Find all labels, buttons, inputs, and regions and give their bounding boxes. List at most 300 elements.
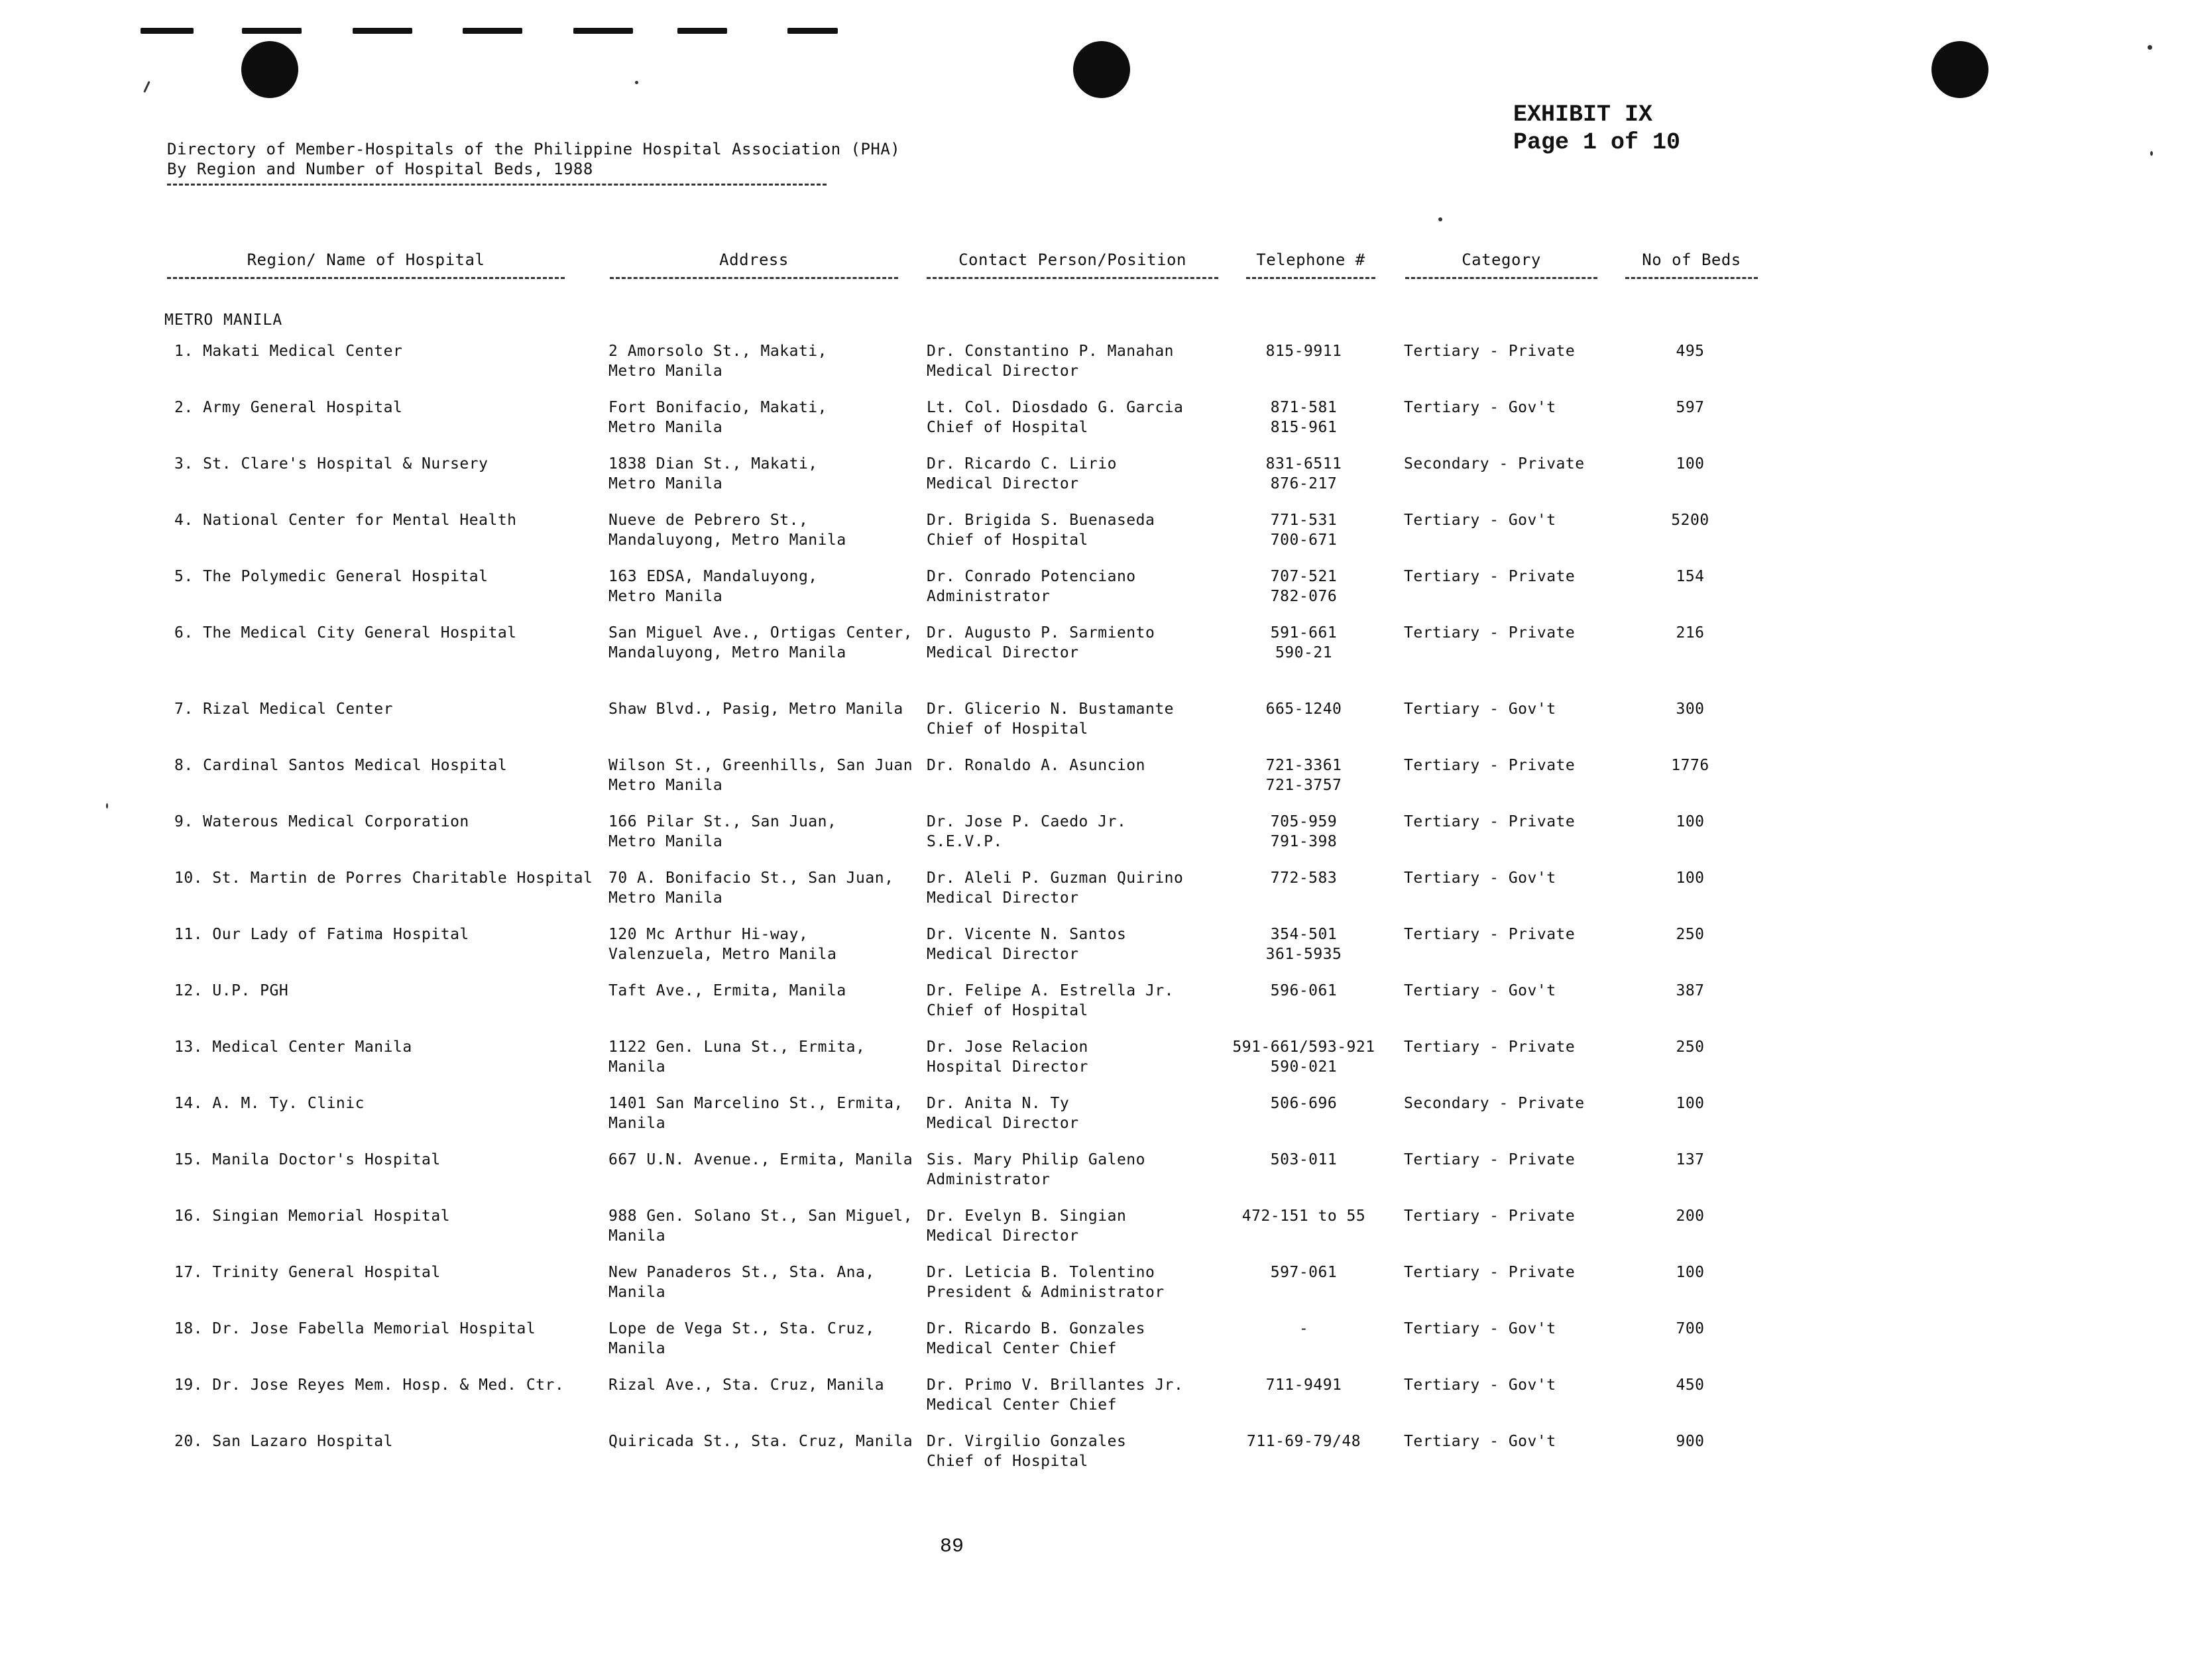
- row-number: 7.: [174, 700, 194, 718]
- punch-hole: [1073, 41, 1130, 98]
- address-cell: [608, 924, 836, 964]
- address-line-1: Taft Ave., Ermita, Manila: [608, 982, 846, 999]
- contact-position: Medical Director: [927, 946, 1079, 963]
- contact-cell: [927, 1150, 1145, 1190]
- telephone-cell: [1228, 1093, 1380, 1113]
- row-number: 16.: [174, 1207, 203, 1225]
- punch-hole: [241, 41, 298, 98]
- contact-position: Medical Director: [927, 363, 1079, 380]
- address-cell: [608, 812, 836, 852]
- hospital-name: Cardinal Santos Medical Hospital: [203, 757, 508, 774]
- table-row: [0, 341, 2186, 394]
- table-row: [0, 1375, 2186, 1428]
- address-cell: [608, 567, 818, 606]
- hospital-name-cell: [174, 1037, 412, 1057]
- contact-cell: [927, 1375, 1183, 1415]
- telephone-1: 705-959: [1270, 813, 1338, 830]
- telephone-2: 815-961: [1270, 419, 1338, 436]
- telephone-1: 772-583: [1270, 869, 1338, 887]
- address-line-1: New Panaderos St., Sta. Ana,: [608, 1264, 875, 1281]
- telephone-cell: [1228, 510, 1380, 550]
- address-line-2: Metro Manila: [608, 475, 723, 492]
- table-row: [0, 1206, 2186, 1259]
- contact-position: Medical Director: [927, 889, 1079, 907]
- address-cell: [608, 1375, 884, 1395]
- address-line-2: Manila: [608, 1227, 666, 1245]
- hospital-name: A. M. Ty. Clinic: [212, 1095, 365, 1112]
- contact-person: Dr. Jose Relacion: [927, 1038, 1088, 1056]
- contact-person: Dr. Ronaldo A. Asuncion: [927, 757, 1145, 774]
- row-number: 10.: [174, 869, 203, 887]
- address-cell: [608, 1431, 913, 1451]
- address-line-2: Metro Manila: [608, 833, 723, 850]
- address-line-2: Manila: [608, 1340, 666, 1357]
- beds-cell: 100: [1676, 455, 1705, 473]
- row-number: 5.: [174, 568, 194, 585]
- contact-cell: [927, 510, 1155, 550]
- contact-cell: [927, 981, 1174, 1021]
- telephone-1: 591-661/593-921: [1232, 1038, 1375, 1056]
- scan-speck: [143, 81, 150, 93]
- address-cell: [608, 1037, 865, 1077]
- column-underline: [1405, 277, 1597, 279]
- hospital-name: Manila Doctor's Hospital: [212, 1151, 441, 1168]
- address-line-2: Manila: [608, 1115, 666, 1132]
- contact-cell: [927, 868, 1183, 908]
- scan-dash: [787, 28, 838, 34]
- contact-cell: [927, 398, 1183, 437]
- telephone-cell: [1228, 1206, 1380, 1226]
- beds-cell: 597: [1676, 399, 1705, 416]
- hospital-name: The Polymedic General Hospital: [203, 568, 489, 585]
- address-cell: [608, 1262, 875, 1302]
- telephone-1: 771-531: [1270, 512, 1338, 529]
- telephone-1: 472-151 to 55: [1241, 1207, 1366, 1225]
- address-line-1: 2 Amorsolo St., Makati,: [608, 343, 827, 360]
- beds-cell: 495: [1676, 343, 1705, 360]
- contact-person: Dr. Virgilio Gonzales: [927, 1433, 1127, 1450]
- contact-position: Medical Center Chief: [927, 1340, 1117, 1357]
- address-cell: [608, 398, 827, 437]
- telephone-1: 665-1240: [1265, 700, 1342, 718]
- category-cell: Tertiary - Private: [1404, 926, 1576, 943]
- category-cell: Tertiary - Gov't: [1404, 1433, 1556, 1450]
- column-underline: [610, 277, 898, 279]
- category-cell: Tertiary - Gov't: [1404, 399, 1556, 416]
- row-number: 12.: [174, 982, 203, 999]
- scan-dash: [463, 28, 522, 34]
- contact-person: Dr. Glicerio N. Bustamante: [927, 700, 1175, 718]
- beds-cell: 450: [1676, 1376, 1705, 1394]
- address-cell: [608, 1206, 913, 1246]
- telephone-cell: [1228, 812, 1380, 852]
- row-number: 8.: [174, 757, 194, 774]
- contact-person: Sis. Mary Philip Galeno: [927, 1151, 1145, 1168]
- telephone-1: -: [1298, 1320, 1309, 1337]
- address-line-1: Fort Bonifacio, Makati,: [608, 399, 827, 416]
- address-line-1: Wilson St., Greenhills, San Juan: [608, 757, 913, 774]
- telephone-1: 711-9491: [1265, 1376, 1342, 1394]
- address-line-1: 163 EDSA, Mandaluyong,: [608, 568, 818, 585]
- table-row: [0, 868, 2186, 921]
- hospital-name-cell: [174, 1262, 441, 1282]
- telephone-cell: [1228, 1431, 1380, 1451]
- category-cell: Tertiary - Gov't: [1404, 512, 1556, 529]
- beds-cell: 100: [1676, 813, 1705, 830]
- contact-cell: [927, 1206, 1126, 1246]
- contact-person: Dr. Leticia B. Tolentino: [927, 1264, 1155, 1281]
- telephone-1: 597-061: [1270, 1264, 1338, 1281]
- hospital-name: Rizal Medical Center: [203, 700, 394, 718]
- contact-person: Dr. Primo V. Brillantes Jr.: [927, 1376, 1184, 1394]
- telephone-cell: [1228, 623, 1380, 663]
- scan-dash: [242, 28, 302, 34]
- contact-person: Dr. Felipe A. Estrella Jr.: [927, 982, 1175, 999]
- column-header-beds: No of Beds: [1642, 251, 1741, 269]
- hospital-name: Singian Memorial Hospital: [212, 1207, 451, 1225]
- contact-cell: [927, 756, 1145, 775]
- hospital-name-cell: [174, 567, 488, 587]
- address-cell: [608, 1319, 875, 1359]
- exhibit-label: [1513, 101, 1680, 156]
- contact-position: S.E.V.P.: [927, 833, 1003, 850]
- telephone-1: 711-69-79/48: [1246, 1433, 1361, 1450]
- telephone-cell: [1228, 567, 1380, 606]
- hospital-name: Waterous Medical Corporation: [203, 813, 469, 830]
- category-cell: Tertiary - Private: [1404, 624, 1576, 642]
- telephone-cell: [1228, 699, 1380, 719]
- beds-cell: 216: [1676, 624, 1705, 642]
- table-row: [0, 567, 2186, 620]
- address-line-1: 1838 Dian St., Makati,: [608, 455, 818, 473]
- contact-person: Dr. Constantino P. Manahan: [927, 343, 1175, 360]
- contact-cell: [927, 1262, 1165, 1302]
- hospital-name-cell: [174, 812, 469, 832]
- table-row: [0, 1319, 2186, 1372]
- contact-cell: [927, 454, 1117, 494]
- telephone-cell: [1228, 398, 1380, 437]
- address-cell: [608, 981, 846, 1001]
- hospital-name: St. Clare's Hospital & Nursery: [203, 455, 489, 473]
- contact-person: Dr. Vicente N. Santos: [927, 926, 1127, 943]
- hospital-name: Medical Center Manila: [212, 1038, 412, 1056]
- region-heading: METRO MANILA: [164, 311, 283, 329]
- contact-position: Medical Director: [927, 644, 1079, 661]
- address-line-1: 1122 Gen. Luna St., Ermita,: [608, 1038, 866, 1056]
- beds-cell: 387: [1676, 982, 1705, 999]
- exhibit-number: EXHIBIT IX: [1513, 101, 1653, 128]
- telephone-1: 815-9911: [1265, 343, 1342, 360]
- row-number: 15.: [174, 1151, 203, 1168]
- address-cell: [608, 341, 827, 381]
- contact-cell: [927, 1037, 1088, 1077]
- address-line-1: Nueve de Pebrero St.,: [608, 512, 809, 529]
- contact-person: Dr. Conrado Potenciano: [927, 568, 1136, 585]
- table-row: [0, 699, 2186, 752]
- telephone-2: 590-21: [1275, 644, 1333, 661]
- hospital-name-cell: [174, 1093, 365, 1113]
- title-underline: [167, 184, 827, 186]
- address-line-1: 667 U.N. Avenue., Ermita, Manila: [608, 1151, 913, 1168]
- hospital-name-cell: [174, 756, 507, 775]
- contact-position: Medical Director: [927, 475, 1079, 492]
- row-number: 9.: [174, 813, 194, 830]
- telephone-1: 707-521: [1270, 568, 1338, 585]
- hospital-name: The Medical City General Hospital: [203, 624, 517, 642]
- telephone-cell: [1228, 756, 1380, 795]
- category-cell: Tertiary - Private: [1404, 813, 1576, 830]
- title-line-2: By Region and Number of Hospital Beds, 1988: [167, 160, 593, 178]
- contact-person: Dr. Evelyn B. Singian: [927, 1207, 1127, 1225]
- address-line-1: San Miguel Ave., Ortigas Center,: [608, 624, 913, 642]
- beds-cell: 100: [1676, 1095, 1705, 1112]
- category-cell: Tertiary - Private: [1404, 1038, 1576, 1056]
- table-row: [0, 1262, 2186, 1316]
- hospital-name-cell: [174, 868, 593, 888]
- category-cell: Secondary - Private: [1404, 455, 1585, 473]
- scan-dash: [677, 28, 727, 34]
- beds-cell: 250: [1676, 1038, 1705, 1056]
- beds-cell: 100: [1676, 869, 1705, 887]
- hospital-name-cell: [174, 1150, 441, 1170]
- hospital-name: U.P. PGH: [212, 982, 289, 999]
- scan-speck: [2148, 45, 2152, 50]
- hospital-name: Dr. Jose Fabella Memorial Hospital: [212, 1320, 536, 1337]
- table-row: [0, 398, 2186, 451]
- row-number: 13.: [174, 1038, 203, 1056]
- row-number: 17.: [174, 1264, 203, 1281]
- beds-cell: 250: [1676, 926, 1705, 943]
- address-cell: [608, 1150, 913, 1170]
- address-line-1: 70 A. Bonifacio St., San Juan,: [608, 869, 894, 887]
- address-line-1: 988 Gen. Solano St., San Miguel,: [608, 1207, 913, 1225]
- beds-cell: 1776: [1671, 757, 1709, 774]
- contact-position: Chief of Hospital: [927, 419, 1088, 436]
- contact-cell: [927, 924, 1126, 964]
- beds-cell: 100: [1676, 1264, 1705, 1281]
- contact-cell: [927, 341, 1174, 381]
- contact-person: Dr. Ricardo B. Gonzales: [927, 1320, 1145, 1337]
- category-cell: Tertiary - Gov't: [1404, 1320, 1556, 1337]
- column-header-telephone: Telephone #: [1256, 251, 1365, 269]
- contact-position: Medical Center Chief: [927, 1396, 1117, 1414]
- hospital-name: Our Lady of Fatima Hospital: [212, 926, 469, 943]
- table-row: [0, 1093, 2186, 1147]
- telephone-1: 721-3361: [1265, 757, 1342, 774]
- row-number: 11.: [174, 926, 203, 943]
- contact-cell: [927, 1431, 1126, 1471]
- punch-hole: [1931, 41, 1988, 98]
- hospital-name-cell: [174, 1319, 536, 1339]
- beds-cell: 300: [1676, 700, 1705, 718]
- telephone-2: 782-076: [1270, 588, 1338, 605]
- scan-dash: [573, 28, 633, 34]
- contact-position: Chief of Hospital: [927, 1002, 1088, 1019]
- address-line-1: 1401 San Marcelino St., Ermita,: [608, 1095, 903, 1112]
- category-cell: Tertiary - Gov't: [1404, 869, 1556, 887]
- contact-cell: [927, 699, 1174, 739]
- telephone-cell: [1228, 341, 1380, 361]
- contact-position: Administrator: [927, 1171, 1051, 1188]
- address-cell: [608, 623, 913, 663]
- table-row: [0, 1150, 2186, 1203]
- beds-cell: 5200: [1671, 512, 1709, 529]
- category-cell: Tertiary - Private: [1404, 343, 1576, 360]
- contact-cell: [927, 623, 1155, 663]
- title-line-1: Directory of Member-Hospitals of the Philippine Hospital Association (PHA): [167, 140, 901, 158]
- hospital-name-cell: [174, 341, 402, 361]
- beds-cell: 154: [1676, 568, 1705, 585]
- table-row: [0, 454, 2186, 507]
- telephone-1: 871-581: [1270, 399, 1338, 416]
- contact-position: Chief of Hospital: [927, 532, 1088, 549]
- hospital-name-cell: [174, 924, 469, 944]
- telephone-cell: [1228, 924, 1380, 964]
- row-number: 18.: [174, 1320, 203, 1337]
- hospital-name-cell: [174, 454, 488, 474]
- row-number: 4.: [174, 512, 194, 529]
- column-header-name: Region/ Name of Hospital: [247, 251, 485, 269]
- hospital-name-cell: [174, 981, 288, 1001]
- telephone-2: 721-3757: [1265, 777, 1342, 794]
- table-row: [0, 924, 2186, 978]
- contact-position: Medical Director: [927, 1115, 1079, 1132]
- scan-speck: [635, 81, 638, 84]
- contact-position: Medical Director: [927, 1227, 1079, 1245]
- table-row: [0, 756, 2186, 809]
- column-underline: [167, 277, 565, 279]
- contact-cell: [927, 812, 1126, 852]
- table-row: [0, 623, 2186, 676]
- beds-cell: 900: [1676, 1433, 1705, 1450]
- contact-position: Administrator: [927, 588, 1051, 605]
- row-number: 14.: [174, 1095, 203, 1112]
- hospital-name-cell: [174, 623, 517, 643]
- contact-cell: [927, 1093, 1079, 1133]
- address-line-2: Manila: [608, 1284, 666, 1301]
- telephone-cell: [1228, 981, 1380, 1001]
- telephone-cell: [1228, 1150, 1380, 1170]
- category-cell: Tertiary - Gov't: [1404, 1376, 1556, 1394]
- row-number: 2.: [174, 399, 194, 416]
- hospital-name-cell: [174, 398, 402, 418]
- page-number: 89: [940, 1536, 964, 1558]
- address-cell: [608, 868, 893, 908]
- hospital-name: Army General Hospital: [203, 399, 403, 416]
- address-cell: [608, 510, 846, 550]
- address-line-2: Metro Manila: [608, 419, 723, 436]
- hospital-name-cell: [174, 1206, 450, 1226]
- address-cell: [608, 1093, 903, 1133]
- column-underline: [927, 277, 1218, 279]
- hospital-name: San Lazaro Hospital: [212, 1433, 394, 1450]
- address-line-2: Metro Manila: [608, 588, 723, 605]
- column-header-address: Address: [719, 251, 789, 269]
- telephone-cell: [1228, 454, 1380, 494]
- table-row: [0, 812, 2186, 865]
- contact-position: Chief of Hospital: [927, 1453, 1088, 1470]
- contact-person: Dr. Ricardo C. Lirio: [927, 455, 1117, 473]
- table-row: [0, 1431, 2186, 1484]
- contact-person: Dr. Brigida S. Buenaseda: [927, 512, 1155, 529]
- address-cell: [608, 699, 903, 719]
- category-cell: Tertiary - Gov't: [1404, 700, 1556, 718]
- address-line-2: Metro Manila: [608, 889, 723, 907]
- column-header-contact: Contact Person/Position: [958, 251, 1186, 269]
- contact-person: Dr. Augusto P. Sarmiento: [927, 624, 1155, 642]
- address-line-2: Mandaluyong, Metro Manila: [608, 532, 846, 549]
- column-underline: [1246, 277, 1375, 279]
- telephone-1: 591-661: [1270, 624, 1338, 642]
- contact-person: Dr. Anita N. Ty: [927, 1095, 1070, 1112]
- category-cell: Tertiary - Private: [1404, 1264, 1576, 1281]
- hospital-name-cell: [174, 510, 517, 530]
- telephone-1: 596-061: [1270, 982, 1338, 999]
- telephone-cell: [1228, 868, 1380, 888]
- scan-speck: [2150, 151, 2153, 156]
- row-number: 20.: [174, 1433, 203, 1450]
- address-line-1: 166 Pilar St., San Juan,: [608, 813, 837, 830]
- address-line-2: Metro Manila: [608, 363, 723, 380]
- table-row: [0, 981, 2186, 1034]
- contact-position: Chief of Hospital: [927, 720, 1088, 738]
- column-underline: [1625, 277, 1758, 279]
- address-line-1: Lope de Vega St., Sta. Cruz,: [608, 1320, 875, 1337]
- address-cell: [608, 454, 818, 494]
- contact-position: President & Administrator: [927, 1284, 1165, 1301]
- telephone-1: 831-6511: [1265, 455, 1342, 473]
- telephone-2: 791-398: [1270, 833, 1338, 850]
- document-title: [167, 139, 900, 179]
- beds-cell: 700: [1676, 1320, 1705, 1337]
- address-line-1: 120 Mc Arthur Hi-way,: [608, 926, 809, 943]
- row-number: 1.: [174, 343, 194, 360]
- beds-cell: 137: [1676, 1151, 1705, 1168]
- category-cell: Secondary - Private: [1404, 1095, 1585, 1112]
- scan-dash: [353, 28, 412, 34]
- address-line-1: Quiricada St., Sta. Cruz, Manila: [608, 1433, 913, 1450]
- address-line-2: Valenzuela, Metro Manila: [608, 946, 837, 963]
- contact-cell: [927, 567, 1136, 606]
- category-cell: Tertiary - Private: [1404, 1151, 1576, 1168]
- table-row: [0, 510, 2186, 563]
- telephone-cell: [1228, 1375, 1380, 1395]
- hospital-name-cell: [174, 1375, 564, 1395]
- hospital-name-cell: [174, 1431, 393, 1451]
- contact-position: Hospital Director: [927, 1058, 1088, 1076]
- telephone-cell: [1228, 1262, 1380, 1282]
- contact-person: Dr. Aleli P. Guzman Quirino: [927, 869, 1184, 887]
- category-cell: Tertiary - Private: [1404, 1207, 1576, 1225]
- row-number: 3.: [174, 455, 194, 473]
- contact-cell: [927, 1319, 1145, 1359]
- telephone-cell: [1228, 1319, 1380, 1339]
- hospital-name: National Center for Mental Health: [203, 512, 517, 529]
- telephone-2: 700-671: [1270, 532, 1338, 549]
- address-line-2: Metro Manila: [608, 777, 723, 794]
- address-line-2: Mandaluyong, Metro Manila: [608, 644, 846, 661]
- hospital-name: Dr. Jose Reyes Mem. Hosp. & Med. Ctr.: [212, 1376, 565, 1394]
- telephone-1: 503-011: [1270, 1151, 1338, 1168]
- hospital-name: St. Martin de Porres Charitable Hospital: [212, 869, 593, 887]
- address-cell: [608, 756, 913, 795]
- contact-person: Lt. Col. Diosdado G. Garcia: [927, 399, 1184, 416]
- telephone-1: 506-696: [1270, 1095, 1338, 1112]
- telephone-2: 361-5935: [1265, 946, 1342, 963]
- address-line-2: Manila: [608, 1058, 666, 1076]
- column-header-category: Category: [1462, 251, 1541, 269]
- hospital-name: Trinity General Hospital: [212, 1264, 441, 1281]
